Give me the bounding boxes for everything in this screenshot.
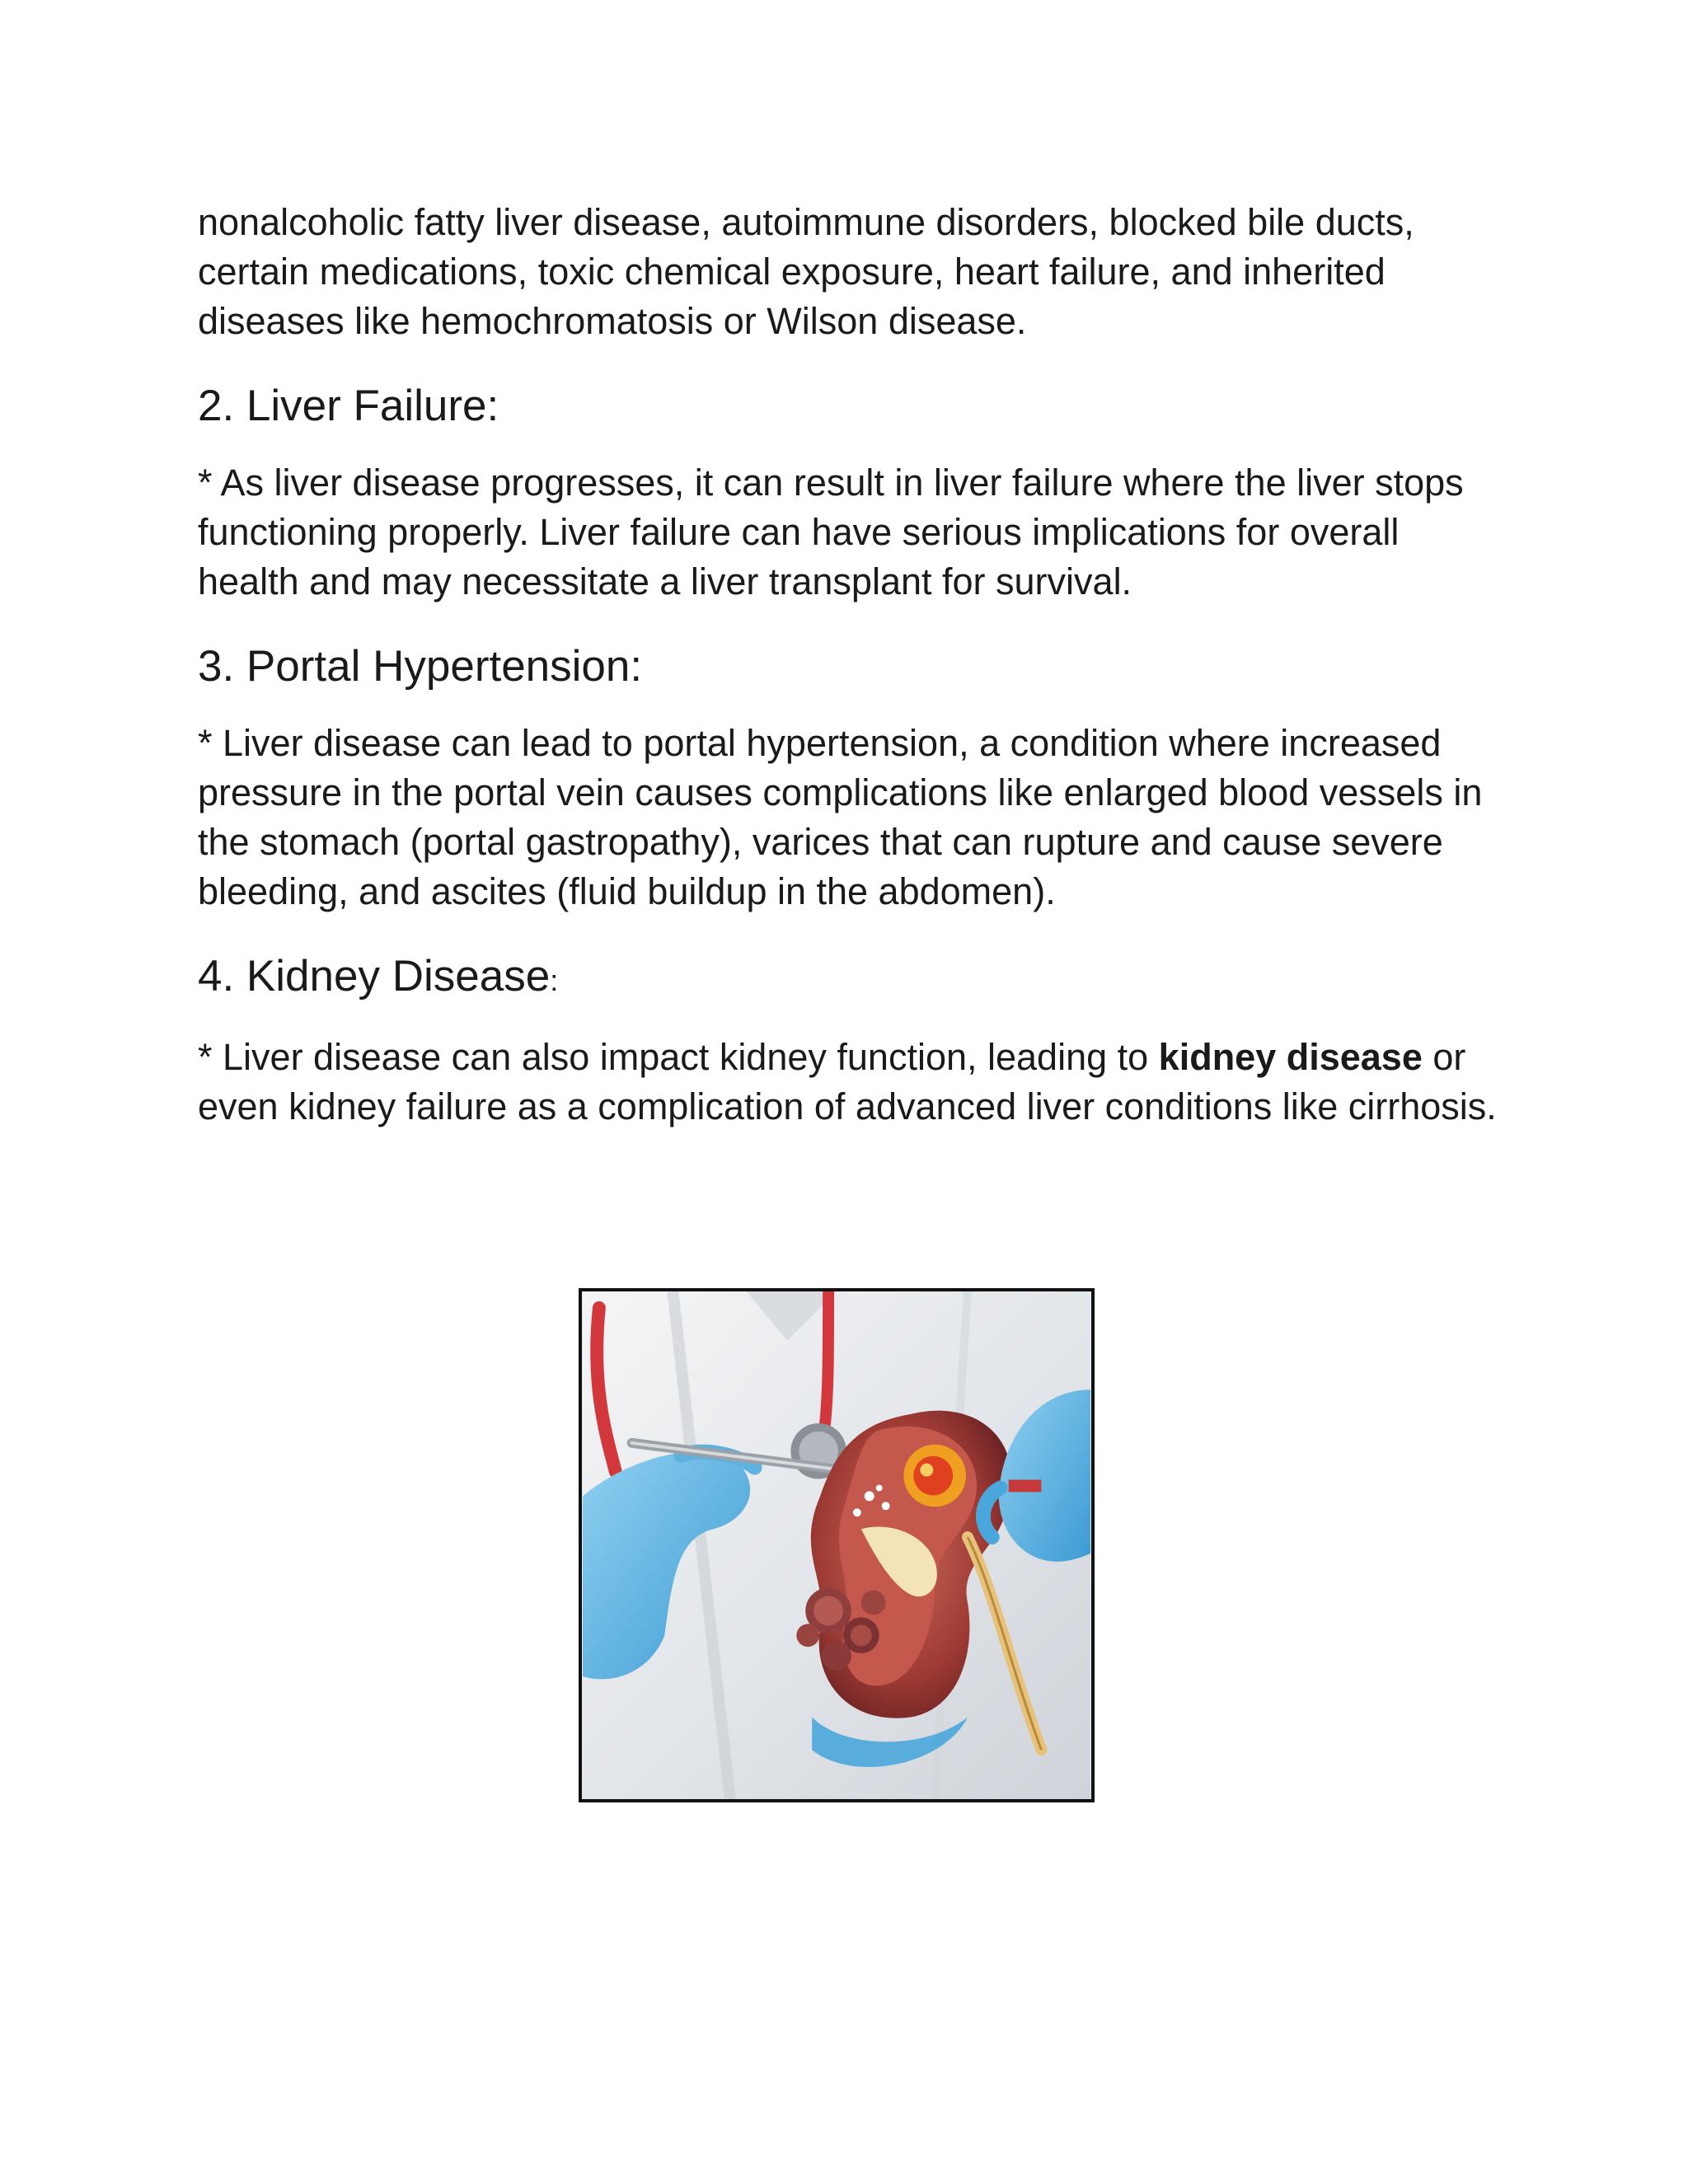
- kidney-model-photo-icon: [582, 1291, 1091, 1799]
- heading-portal-hypertension: 3. Portal Hypertension:: [198, 642, 643, 691]
- heading-liver-failure: 2. Liver Failure:: [198, 382, 499, 430]
- kidney-disease-bold: kidney disease: [1158, 1036, 1423, 1078]
- kidney-text-after: or even kidney failure as a complication of advanced liver conditions like cirrhosis.: [198, 1036, 1497, 1127]
- heading-kidney-disease: [198, 950, 1500, 1007]
- portal-hypertension-paragraph: * Liver disease can lead to portal hypertension, a condition where increased pressure in the portal vein causes complications like enlarged blood vessels in the stomach (portal gastropathy), varices that can rupture and cause severe bleeding, and ascites (fluid buildup in the abdomen).: [198, 722, 1483, 912]
- kidney-model-image: [579, 1288, 1095, 1802]
- kidney-disease-paragraph: [198, 1033, 1500, 1132]
- heading-kidney-disease-text: 4. Kidney Disease: [198, 952, 551, 1001]
- kidney-text-before: * Liver disease can also impact kidney function, leading to: [198, 1036, 1159, 1078]
- liver-failure-paragraph: * As liver disease progresses, it can result in liver failure where the liver stops functioning properly. Liver failure can have serious implications for overall health and may necessitate a liver transplant for survival.: [198, 462, 1464, 602]
- document-page: [198, 198, 1500, 1132]
- intro-paragraph: nonalcoholic fatty liver disease, autoimmune disorders, blocked bile ducts, certain medications, toxic chemical exposure, heart failure, and inherited diseases like hemochromatosis or Wilson disease.: [198, 201, 1414, 342]
- heading-kidney-disease-colon: :: [550, 963, 559, 997]
